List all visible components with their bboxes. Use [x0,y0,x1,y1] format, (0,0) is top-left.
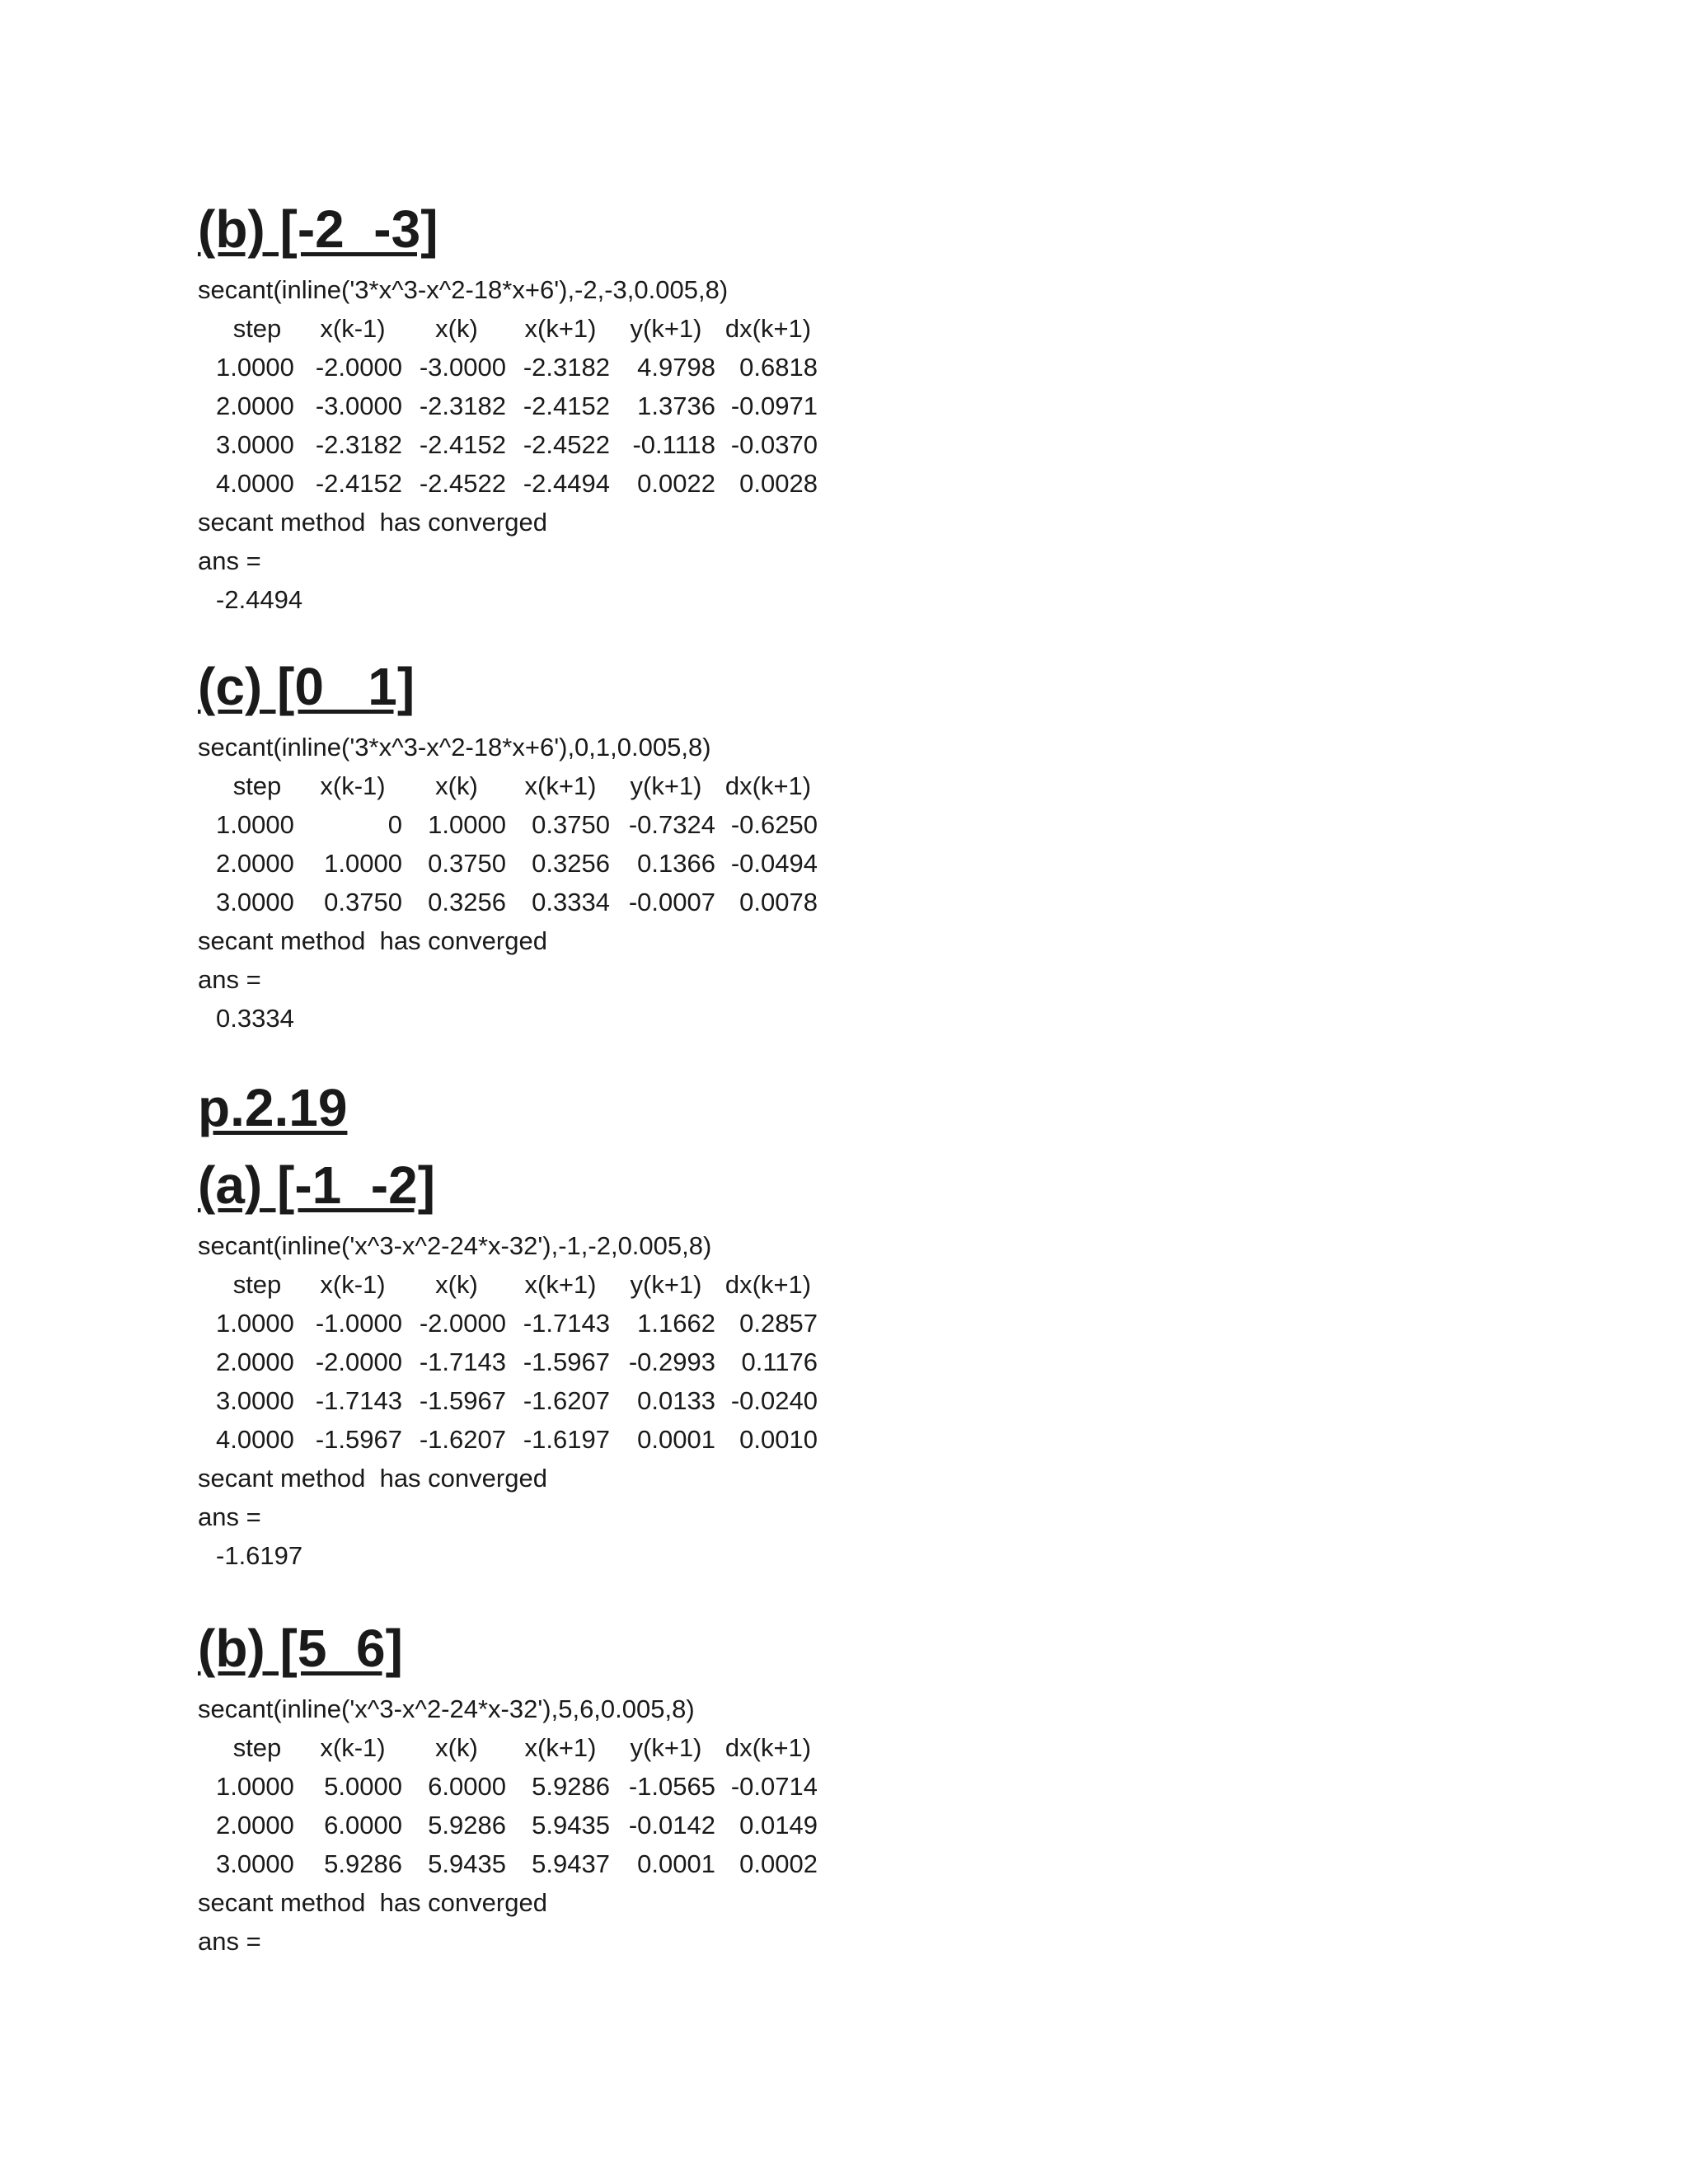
cell: 5.9435 [428,1849,506,1878]
cell: 0.2857 [739,1309,818,1338]
cell: 0.0010 [739,1425,818,1454]
cell: 0.0028 [739,469,818,498]
col-step: step [232,314,282,343]
cell: 2.0000 [216,1811,294,1840]
cell: -2.4152 [419,430,506,459]
cell: -2.0000 [419,1309,506,1338]
cell: 4.0000 [216,469,294,498]
col-step: step [232,1270,282,1299]
section-heading: (b) [5 6] [198,1619,403,1678]
cell: 0.3334 [532,888,610,916]
section-heading: (b) [-2 -3] [198,199,438,259]
cell: 0.6818 [739,353,818,382]
cell: -1.6207 [419,1425,506,1454]
cell: 6.0000 [428,1772,506,1801]
cell: 1.0000 [324,849,402,878]
cell: 3.0000 [216,430,294,459]
cell: -1.7143 [523,1309,610,1338]
table-row [198,1767,1599,1806]
command-line: secant(inline('x^3-x^2-24*x-32'),-1,-2,0.005,8) [198,1231,712,1260]
table-row [198,1381,1599,1420]
col-xkp1: x(k+1) [524,771,597,800]
cell: -0.0142 [628,1811,715,1840]
table-header-row [198,1728,1599,1767]
command-line: secant(inline('3*x^3-x^2-18*x+6'),0,1,0.005,8) [198,733,711,762]
table-header-row [198,1265,1599,1304]
cell: 5.9286 [428,1811,506,1840]
iteration-table [198,766,1599,921]
col-step: step [232,1733,282,1762]
cell: -1.6197 [523,1425,610,1454]
col-ykp1: y(k+1) [630,771,702,800]
cell: 1.0000 [216,1772,294,1801]
cell: 0.1366 [637,849,715,878]
ans-value: -1.6197 [216,1541,303,1570]
ans-label: ans = [198,1502,261,1531]
col-xkp1: x(k+1) [524,1270,597,1299]
table-row [198,387,1599,425]
status-line: secant method has converged [198,508,547,537]
cell: 0.3256 [428,888,506,916]
cell: -3.0000 [419,353,506,382]
cell: 0.0149 [739,1811,818,1840]
cell: -0.0007 [628,888,715,916]
col-xk: x(k) [435,771,478,800]
table-row [198,805,1599,844]
cell: 2.0000 [216,391,294,420]
cell: -0.0714 [730,1772,818,1801]
cell: 6.0000 [324,1811,402,1840]
cell: -0.1118 [632,430,715,459]
col-step: step [232,771,282,800]
cell: -1.5967 [315,1425,402,1454]
ans-value: -2.4494 [216,585,303,614]
cell: -0.6250 [730,810,818,839]
cell: -1.5967 [523,1347,610,1376]
cell: -0.2993 [628,1347,715,1376]
cell: 0.3256 [532,849,610,878]
cell: -2.4152 [315,469,402,498]
col-dxkp1: dx(k+1) [724,1733,812,1762]
col-xkm1: x(k-1) [320,314,386,343]
cell: 3.0000 [216,888,294,916]
col-dxkp1: dx(k+1) [724,1270,812,1299]
status-line: secant method has converged [198,1464,547,1493]
cell: 0.0001 [637,1425,715,1454]
cell: -2.4522 [419,469,506,498]
cell: -2.3182 [419,391,506,420]
cell: -1.6207 [523,1386,610,1415]
status-line: secant method has converged [198,926,547,955]
cell: -2.3182 [315,430,402,459]
table-row [198,883,1599,921]
col-ykp1: y(k+1) [630,1733,702,1762]
cell: -2.4522 [523,430,610,459]
col-ykp1: y(k+1) [630,1270,702,1299]
cell: 5.9286 [532,1772,610,1801]
iteration-table [198,1265,1599,1459]
cell: -1.5967 [419,1386,506,1415]
ans-value: 0.3334 [216,1004,294,1033]
cell: 0.3750 [428,849,506,878]
table-row [198,464,1599,503]
cell: -0.0370 [730,430,818,459]
cell: -1.7143 [315,1386,402,1415]
cell: 4.9798 [637,353,715,382]
table-header-row [198,309,1599,348]
cell: 3.0000 [216,1849,294,1878]
cell: 0.0133 [637,1386,715,1415]
col-xkm1: x(k-1) [320,771,386,800]
cell: -2.4152 [523,391,610,420]
cell: 5.9435 [532,1811,610,1840]
cell: 0.0002 [739,1849,818,1878]
iteration-table [198,309,1599,503]
cell: 1.1662 [637,1309,715,1338]
cell: 0.3750 [532,810,610,839]
cell: -3.0000 [315,391,402,420]
cell: -0.0494 [730,849,818,878]
col-ykp1: y(k+1) [630,314,702,343]
cell: 1.0000 [216,353,294,382]
table-row [198,844,1599,883]
table-row [198,1420,1599,1459]
col-xkp1: x(k+1) [524,314,597,343]
cell: 0.0022 [637,469,715,498]
cell: 5.0000 [324,1772,402,1801]
table-header-row [198,766,1599,805]
cell: 1.0000 [428,810,506,839]
col-xkm1: x(k-1) [320,1270,386,1299]
cell: -2.4494 [523,469,610,498]
cell: -2.3182 [523,353,610,382]
cell: -0.0240 [730,1386,818,1415]
table-row [198,1844,1599,1883]
table-row [198,1304,1599,1343]
cell: 0.1176 [741,1347,818,1376]
cell: -2.0000 [315,1347,402,1376]
cell: -1.0565 [628,1772,715,1801]
table-row [198,1343,1599,1381]
cell: 0.3750 [324,888,402,916]
table-row [198,425,1599,464]
section-b-5-6 [198,1617,1599,1961]
problem-label-block [198,1076,1599,1139]
col-dxkp1: dx(k+1) [724,314,812,343]
col-xkp1: x(k+1) [524,1733,597,1762]
command-line: secant(inline('x^3-x^2-24*x-32'),5,6,0.005,8) [198,1694,695,1723]
cell: -2.0000 [315,353,402,382]
ans-label: ans = [198,546,261,575]
ans-label: ans = [198,965,261,994]
cell: 1.0000 [216,810,294,839]
status-line: secant method has converged [198,1888,547,1917]
iteration-table [198,1728,1599,1883]
cell: 4.0000 [216,1425,294,1454]
ans-label: ans = [198,1927,261,1956]
section-a-neg1-neg2 [198,1154,1599,1575]
section-c-0-1 [198,655,1599,1038]
col-xkm1: x(k-1) [320,1733,386,1762]
col-xk: x(k) [435,1733,478,1762]
cell: 0 [387,810,402,839]
table-row [198,1806,1599,1844]
cell: -0.7324 [628,810,715,839]
cell: 2.0000 [216,849,294,878]
cell: -1.0000 [315,1309,402,1338]
col-xk: x(k) [435,314,478,343]
section-heading: (c) [0 1] [198,657,415,716]
problem-label: p.2.19 [198,1078,348,1137]
cell: 0.0078 [739,888,818,916]
cell: 0.0001 [637,1849,715,1878]
cell: 3.0000 [216,1386,294,1415]
section-b-neg2-neg3 [198,198,1599,619]
cell: 5.9286 [324,1849,402,1878]
col-dxkp1: dx(k+1) [724,771,812,800]
command-line: secant(inline('3*x^3-x^2-18*x+6'),-2,-3,0.005,8) [198,275,729,304]
table-row [198,348,1599,387]
cell: -0.0971 [730,391,818,420]
section-heading: (a) [-1 -2] [198,1155,435,1215]
col-xk: x(k) [435,1270,478,1299]
cell: -1.7143 [419,1347,506,1376]
cell: 5.9437 [532,1849,610,1878]
cell: 1.3736 [637,391,715,420]
cell: 2.0000 [216,1347,294,1376]
cell: 1.0000 [216,1309,294,1338]
